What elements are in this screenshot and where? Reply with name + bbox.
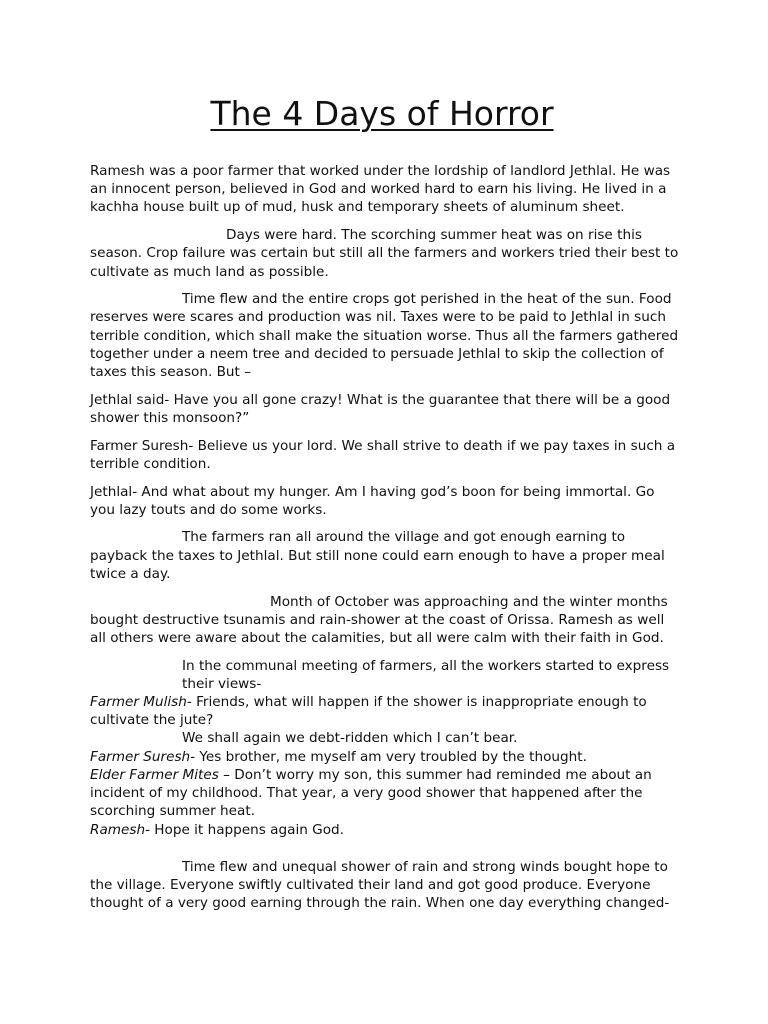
paragraph-farmers-ran: The farmers ran all around the village and got enough earning to payback the taxes to Jethlal. But still none could earn enough to have a proper meal twice a day.: [90, 529, 665, 582]
speaker-label: Farmer Mulish-: [90, 694, 192, 711]
paragraph-1: Ramesh was a poor farmer that worked under the lordship of landlord Jethlal. He was an innocent person, believed in God and worked hard to earn his living. He lived in a kachha house built up of mud, husk and temporary sheets of aluminum sheet.: [90, 163, 671, 216]
paragraph-2: Days were hard. The scorching summer heat was on rise this season. Crop failure was certain but still all the farmers and workers tried their best to cultivate as much land as possible.: [90, 227, 679, 280]
dialogue-ramesh: [90, 821, 682, 839]
dialogue-text: Don’t worry my son, this summer had reminded me about an incident of my childhood. That year, a very good shower that happened after the scorching summer heat.: [90, 766, 652, 820]
dialogue-suresh: [90, 748, 682, 766]
paragraph-time-flew: Time flew and unequal shower of rain and strong winds bought hope to the village. Everyone swiftly cultivated their land and got good produce. Everyone thought of a very good earning through the rain. When one day everything changed-: [90, 858, 670, 912]
document-page: [90, 0, 690, 1024]
speaker-label: Elder Farmer Mites –: [90, 766, 230, 783]
dialogue-text: Hope it happens again God.: [149, 821, 344, 838]
dialogue-text: Yes brother, me myself am very troubled by the thought.: [195, 748, 587, 765]
dialogue-text: Friends, what will happen if the shower is inappropriate enough to cultivate the jute?: [90, 694, 647, 729]
document-title: The 4 Days of Horror: [210, 94, 554, 133]
paragraph-farmer-suresh: Farmer Suresh- Believe us your lord. We shall strive to death if we pay taxes in such a terrible condition.: [90, 437, 676, 472]
dialogue-mulish-cont: We shall again we debt-ridden which I can’t bear.: [182, 730, 518, 747]
paragraph-meeting-lead: In the communal meeting of farmers, all the workers started to express: [182, 657, 670, 674]
paragraph-october: Month of October was approaching and the winter months bought destructive tsunamis and rain-shower at the coast of Orissa. Ramesh as well all others were aware about the calamities, but all were calm with their faith in God.: [90, 593, 668, 646]
dialogue-mites: [90, 766, 682, 821]
paragraph-jethlal-reply: Jethlal- And what about my hunger. Am I having god’s boon for being immortal. Go you lazy touts and do some works.: [90, 483, 655, 518]
paragraph-meeting-cont: their views-: [182, 675, 262, 692]
dialogue-mulish: [90, 693, 682, 729]
document-body: [90, 162, 682, 922]
paragraph-3: Time flew and the entire crops got perished in the heat of the sun. Food reserves were scares and production was nil. Taxes were to be paid to Jethlal in such terrible condition, which shall make the situation worse. Thus all the farmers gathered together under a neem tree and decided to persuade Jethlal to skip the collection of taxes this season. But –: [90, 291, 679, 381]
speaker-label: Farmer Suresh-: [90, 748, 196, 765]
speaker-label: Ramesh-: [90, 821, 150, 838]
paragraph-jethlal-said: Jethlal said- Have you all gone crazy! What is the guarantee that there will be a good shower this monsoon?”: [90, 391, 671, 426]
